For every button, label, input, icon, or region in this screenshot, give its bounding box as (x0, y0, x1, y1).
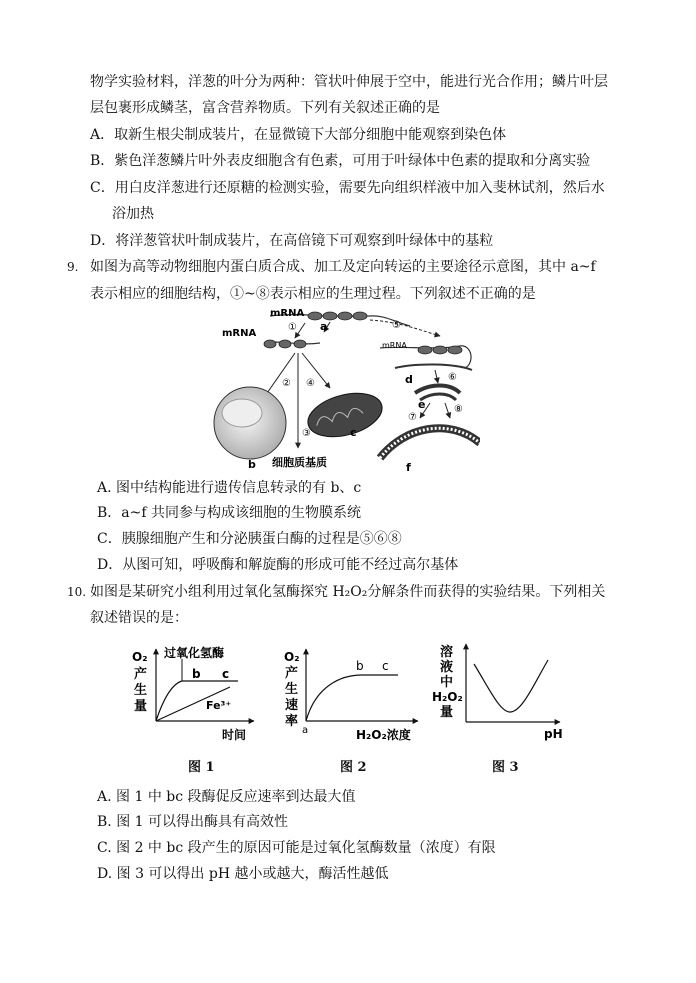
q8-option-a: A．取新生根尖制成装片，在显微镜下大部分细胞中能观察到染色体 (90, 127, 507, 143)
q10-option-b: B. 图 1 可以得出酶具有高效性 (97, 814, 288, 830)
fig1-point-b: b (192, 667, 201, 681)
fig2-xlabel: H₂O₂浓度 (356, 728, 411, 742)
process-4: ④ (306, 378, 315, 389)
q9-option-a: A. 图中结构能进行遗传信息转录的有 b、c (97, 480, 362, 496)
q10-option-a: A. 图 1 中 bc 段酶促反应速率到达最大值 (97, 789, 356, 805)
label-f: f (406, 461, 411, 473)
q8-option-d: D．将洋葱管状叶制成装片，在高倍镜下可观察到叶绿体中的基粒 (90, 233, 494, 249)
fig2-ylabel-5: 率 (285, 714, 299, 729)
fig2-caption: 图 2 (340, 760, 367, 775)
fig1-curve-fe: Fe³⁺ (206, 699, 232, 712)
fig1-curve-enzyme: 过氧化氢酶 (164, 646, 225, 660)
fig3-caption: 图 3 (492, 760, 519, 775)
label-a: a (320, 320, 328, 333)
cytoplasm-label: 细胞质基质 (272, 456, 327, 469)
fig2-ylabel-o2: O₂ (284, 650, 300, 664)
fig1-xlabel: 时间 (222, 728, 247, 742)
label-c: c (350, 426, 357, 439)
figure-2-graph (282, 645, 422, 745)
fig3-ylabel-5: 量 (440, 705, 454, 720)
q9-stem-line1: 如图为高等动物细胞内蛋白质合成、加工及定向转运的主要途径示意图，其中 a~f (90, 259, 596, 275)
fig2-point-b: b (356, 659, 364, 673)
fig1-ylabel-3: 生 (134, 683, 148, 698)
process-3: ③ (302, 428, 311, 439)
q10-option-c: C. 图 2 中 bc 段产生的原因可能是过氧化氢酶数量（浓度）有限 (97, 840, 496, 856)
label-d: d (405, 373, 413, 386)
process-5: ⑤ (392, 320, 401, 331)
process-8: ⑧ (454, 404, 463, 415)
fig2-point-a: a (302, 725, 309, 736)
fig3-ylabel-2: 液 (440, 660, 454, 675)
fig1-point-c: c (222, 667, 230, 681)
q9-number: 9. (67, 260, 79, 274)
fig1-caption: 图 1 (188, 760, 215, 775)
figure-3-graph (430, 640, 565, 745)
mrna-top-label: mRNA (270, 308, 305, 319)
q8-option-c: C．用白皮洋葱进行还原糖的检测实验，需要先向组织样液中加入斐林试剂，然后水 (90, 180, 605, 196)
mrna-right-label: mRNA (382, 341, 407, 350)
fig2-ylabel-4: 速 (285, 698, 299, 713)
fig1-ylabel-2: 产 (134, 667, 148, 682)
q8-option-b: B．紫色洋葱鳞片叶外表皮细胞含有色素，可用于叶绿体中色素的提取和分离实验 (90, 153, 591, 169)
q8-option-c-cont: 浴加热 (112, 206, 154, 222)
process-2: ② (282, 378, 291, 389)
figure-1-graph (130, 645, 260, 745)
q10-number: 10. (67, 585, 87, 599)
process-6: ⑥ (448, 372, 457, 383)
protein-pathway-diagram (210, 308, 480, 473)
q9-stem-line2: 表示相应的细胞结构，①~⑧表示相应的生理过程。下列叙述不正确的是 (90, 286, 536, 302)
fig3-ylabel-3: 中 (440, 675, 454, 690)
fig2-point-c: c (382, 659, 389, 673)
process-1: ① (288, 322, 297, 333)
q9-option-c: C．胰腺细胞产生和分泌胰蛋白酶的过程是⑤⑥⑧ (97, 531, 402, 547)
q9-option-d: D．从图可知，呼吸酶和解旋酶的形成可能不经过高尔基体 (97, 557, 459, 573)
fig2-ylabel-2: 产 (285, 666, 299, 681)
fig3-ylabel-4: H₂O₂ (432, 690, 463, 704)
mrna-left-label: mRNA (222, 328, 257, 339)
process-7: ⑦ (408, 412, 417, 423)
q8-stem-line2: 层包裹形成鳞茎，富含营养物质。下列有关叙述正确的是 (90, 100, 440, 116)
fig2-ylabel-3: 生 (285, 682, 299, 697)
q10-stem-line1: 如图是某研究小组利用过氧化氢酶探究 H₂O₂分解条件而获得的实验结果。下列相关 (90, 584, 606, 600)
q8-stem-line1: 物学实验材料，洋葱的叶分为两种：管状叶伸展于空中，能进行光合作用；鳞片叶层 (90, 74, 608, 90)
q10-stem-line2: 叙述错误的是： (90, 610, 188, 626)
fig1-ylabel-o2: O₂ (132, 650, 148, 664)
q10-option-d: D. 图 3 可以得出 pH 越小或越大，酶活性越低 (97, 866, 389, 882)
label-e: e (418, 398, 426, 411)
fig1-ylabel-4: 量 (134, 699, 148, 714)
q9-option-b: B．a~f 共同参与构成该细胞的生物膜系统 (97, 505, 361, 521)
fig3-xlabel: pH (544, 727, 563, 741)
fig3-ylabel-1: 溶 (440, 645, 454, 660)
label-b: b (248, 458, 256, 471)
